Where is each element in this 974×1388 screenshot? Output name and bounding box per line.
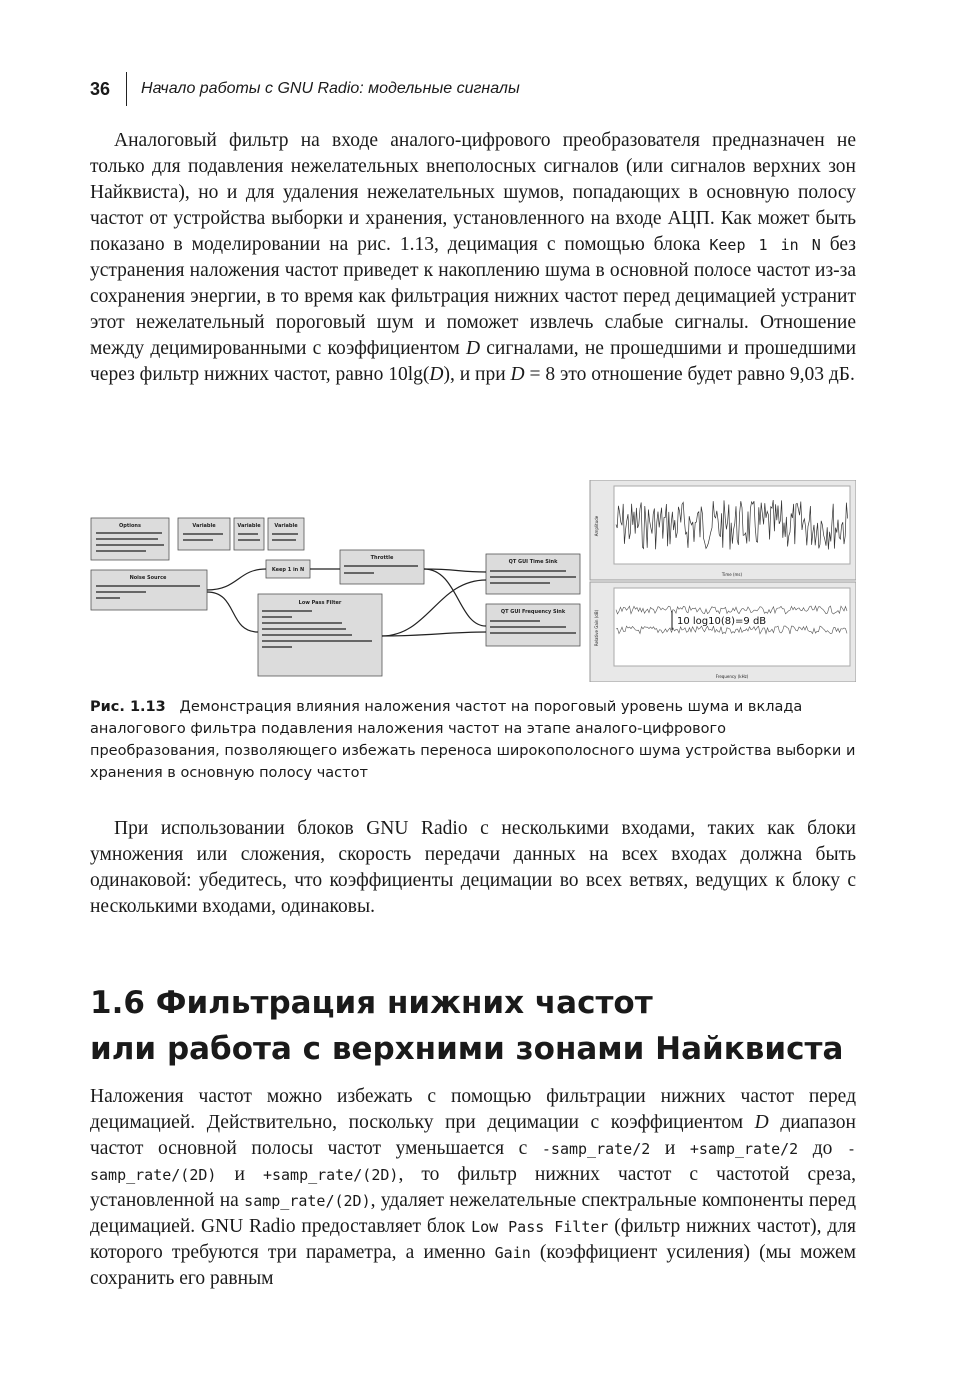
text: до	[798, 1138, 847, 1159]
text: и	[216, 1164, 263, 1185]
time-plot-xlabel: Time (ms)	[721, 572, 743, 577]
math-var: D	[465, 338, 481, 359]
inline-code: +samp_rate/2	[689, 1140, 799, 1158]
text: Аналоговый фильтр на входе аналого-цифрового преобразователя предназначен не только для подавления нежелательных внеполосных сигналов (или сигналов верхних зон Найквиста), но и для удаления нежелательных шумов, попадающих в основную полосу частот от устройства выборки и хранения, установленного на входе АЦП. Как может быть показано в моделировании на рис. 1.13, децимация с помощью блока	[90, 130, 856, 255]
time-plot-ylabel: Amplitude	[594, 515, 599, 537]
aliasing-gain-annotation: 10 log10(8)=9 dB	[677, 616, 767, 627]
variable-block-2-title: Variable	[237, 523, 261, 529]
frequency-plot-area	[614, 588, 850, 666]
header-divider	[126, 72, 127, 106]
section-heading-line-1: 1.6 Фильтрация нижних частот	[90, 985, 653, 1021]
noise-source-block-title: Noise Source	[129, 575, 167, 581]
figure-1-13	[88, 480, 856, 682]
section-heading-line-2: или работа с верхними зонами Найквиста	[90, 1031, 844, 1067]
figure-caption-text: Демонстрация влияния наложения частот на пороговый уровень шума и вклада аналогового фильтра подавления наложения частот на этапе аналого-цифрового преобразования, позволяющего избежать переноса широкополосного шума устройства выборки и хранения в основную полосу частот	[90, 699, 856, 781]
inline-code: Low Pass Filter	[471, 1218, 609, 1236]
text: = 8 это отношение будет равно 9,03 дБ.	[524, 364, 855, 385]
text: , то фильтр нижних частот с частотой среза, установленной на	[90, 1164, 856, 1211]
options-block-title: Options	[119, 523, 141, 529]
running-header	[90, 72, 520, 106]
text: и	[650, 1138, 690, 1159]
math-var: D	[510, 364, 525, 385]
time-sink-block-title: QT GUI Time Sink	[508, 559, 558, 565]
lpf-block-title: Low Pass Filter	[298, 600, 342, 606]
inline-code: Keep 1 in N	[709, 236, 821, 254]
inline-code: -samp_rate/2	[541, 1140, 651, 1158]
section-heading	[90, 980, 856, 1072]
text: без устранения наложения частот приведет к накоплению шума в основной полосе частот из-за сохранения энергии, в то время как фильтрация нижних частот перед децимацией устранит этот нежелательный пороговый шум и поможет извлечь слабые сигналы. Отношение между децимированными с коэффициентом	[90, 234, 857, 359]
variable-block-1-title: Variable	[192, 523, 216, 529]
throttle-block-title: Throttle	[370, 555, 394, 561]
running-title: Начало работы с GNU Radio: модельные сигналы	[141, 80, 520, 97]
inline-code: Gain	[494, 1244, 531, 1262]
flowgraph	[91, 518, 580, 676]
text: сигналами, не прошедшими и прошедшими через фильтр нижних частот, равно 10lg(	[90, 338, 857, 385]
math-var: D	[429, 364, 444, 385]
text: Наложения частот можно избежать с помощью фильтрации нижних частот перед децимацией. Действительно, поскольку при децимации с коэффициентом	[90, 1086, 856, 1133]
text: ), и при	[443, 364, 511, 385]
figure-label: Рис. 1.13	[90, 699, 166, 715]
inline-code: samp_rate/(2D)	[244, 1192, 371, 1210]
text: (коэффициент усиления) (мы можем сохранить его равным	[90, 1242, 856, 1289]
text: , удаляет нежелательные спектральные компоненты перед децимацией. GNU Radio предоставляет блок	[90, 1190, 856, 1237]
frequency-plot-ylabel: Relative Gain (dB)	[594, 609, 599, 647]
math-var: D	[754, 1112, 769, 1133]
text: (фильтр нижних частот), для которого требуются три параметра, а именно	[90, 1216, 856, 1263]
text: диапазон частот основной полосы частот уменьшается с	[90, 1112, 856, 1159]
paragraph-2: При использовании блоков GNU Radio с несколькими входами, таких как блоки умножения или сложения, скорость передачи данных на всех входах должна быть одинаковой: убедитесь, что коэффициенты децимации во всех ветвях, ведущих к блоку с несколькими входами, одинаковы.	[90, 818, 856, 917]
frequency-sink-block-title: QT GUI Frequency Sink	[500, 609, 566, 615]
paragraph-1	[90, 128, 856, 388]
paragraph-3	[90, 1084, 856, 1292]
frequency-plot-xlabel: Frequency (kHz)	[715, 674, 749, 679]
page-number: 36	[90, 78, 111, 99]
keep-block-title: Keep 1 in N	[271, 567, 305, 573]
figure-caption	[90, 696, 856, 784]
time-plot-area	[614, 486, 850, 564]
inline-code: +samp_rate/(2D)	[262, 1166, 399, 1184]
variable-block-3-title: Variable	[274, 523, 298, 529]
inline-code: -samp_rate/(2D)	[90, 1140, 857, 1184]
